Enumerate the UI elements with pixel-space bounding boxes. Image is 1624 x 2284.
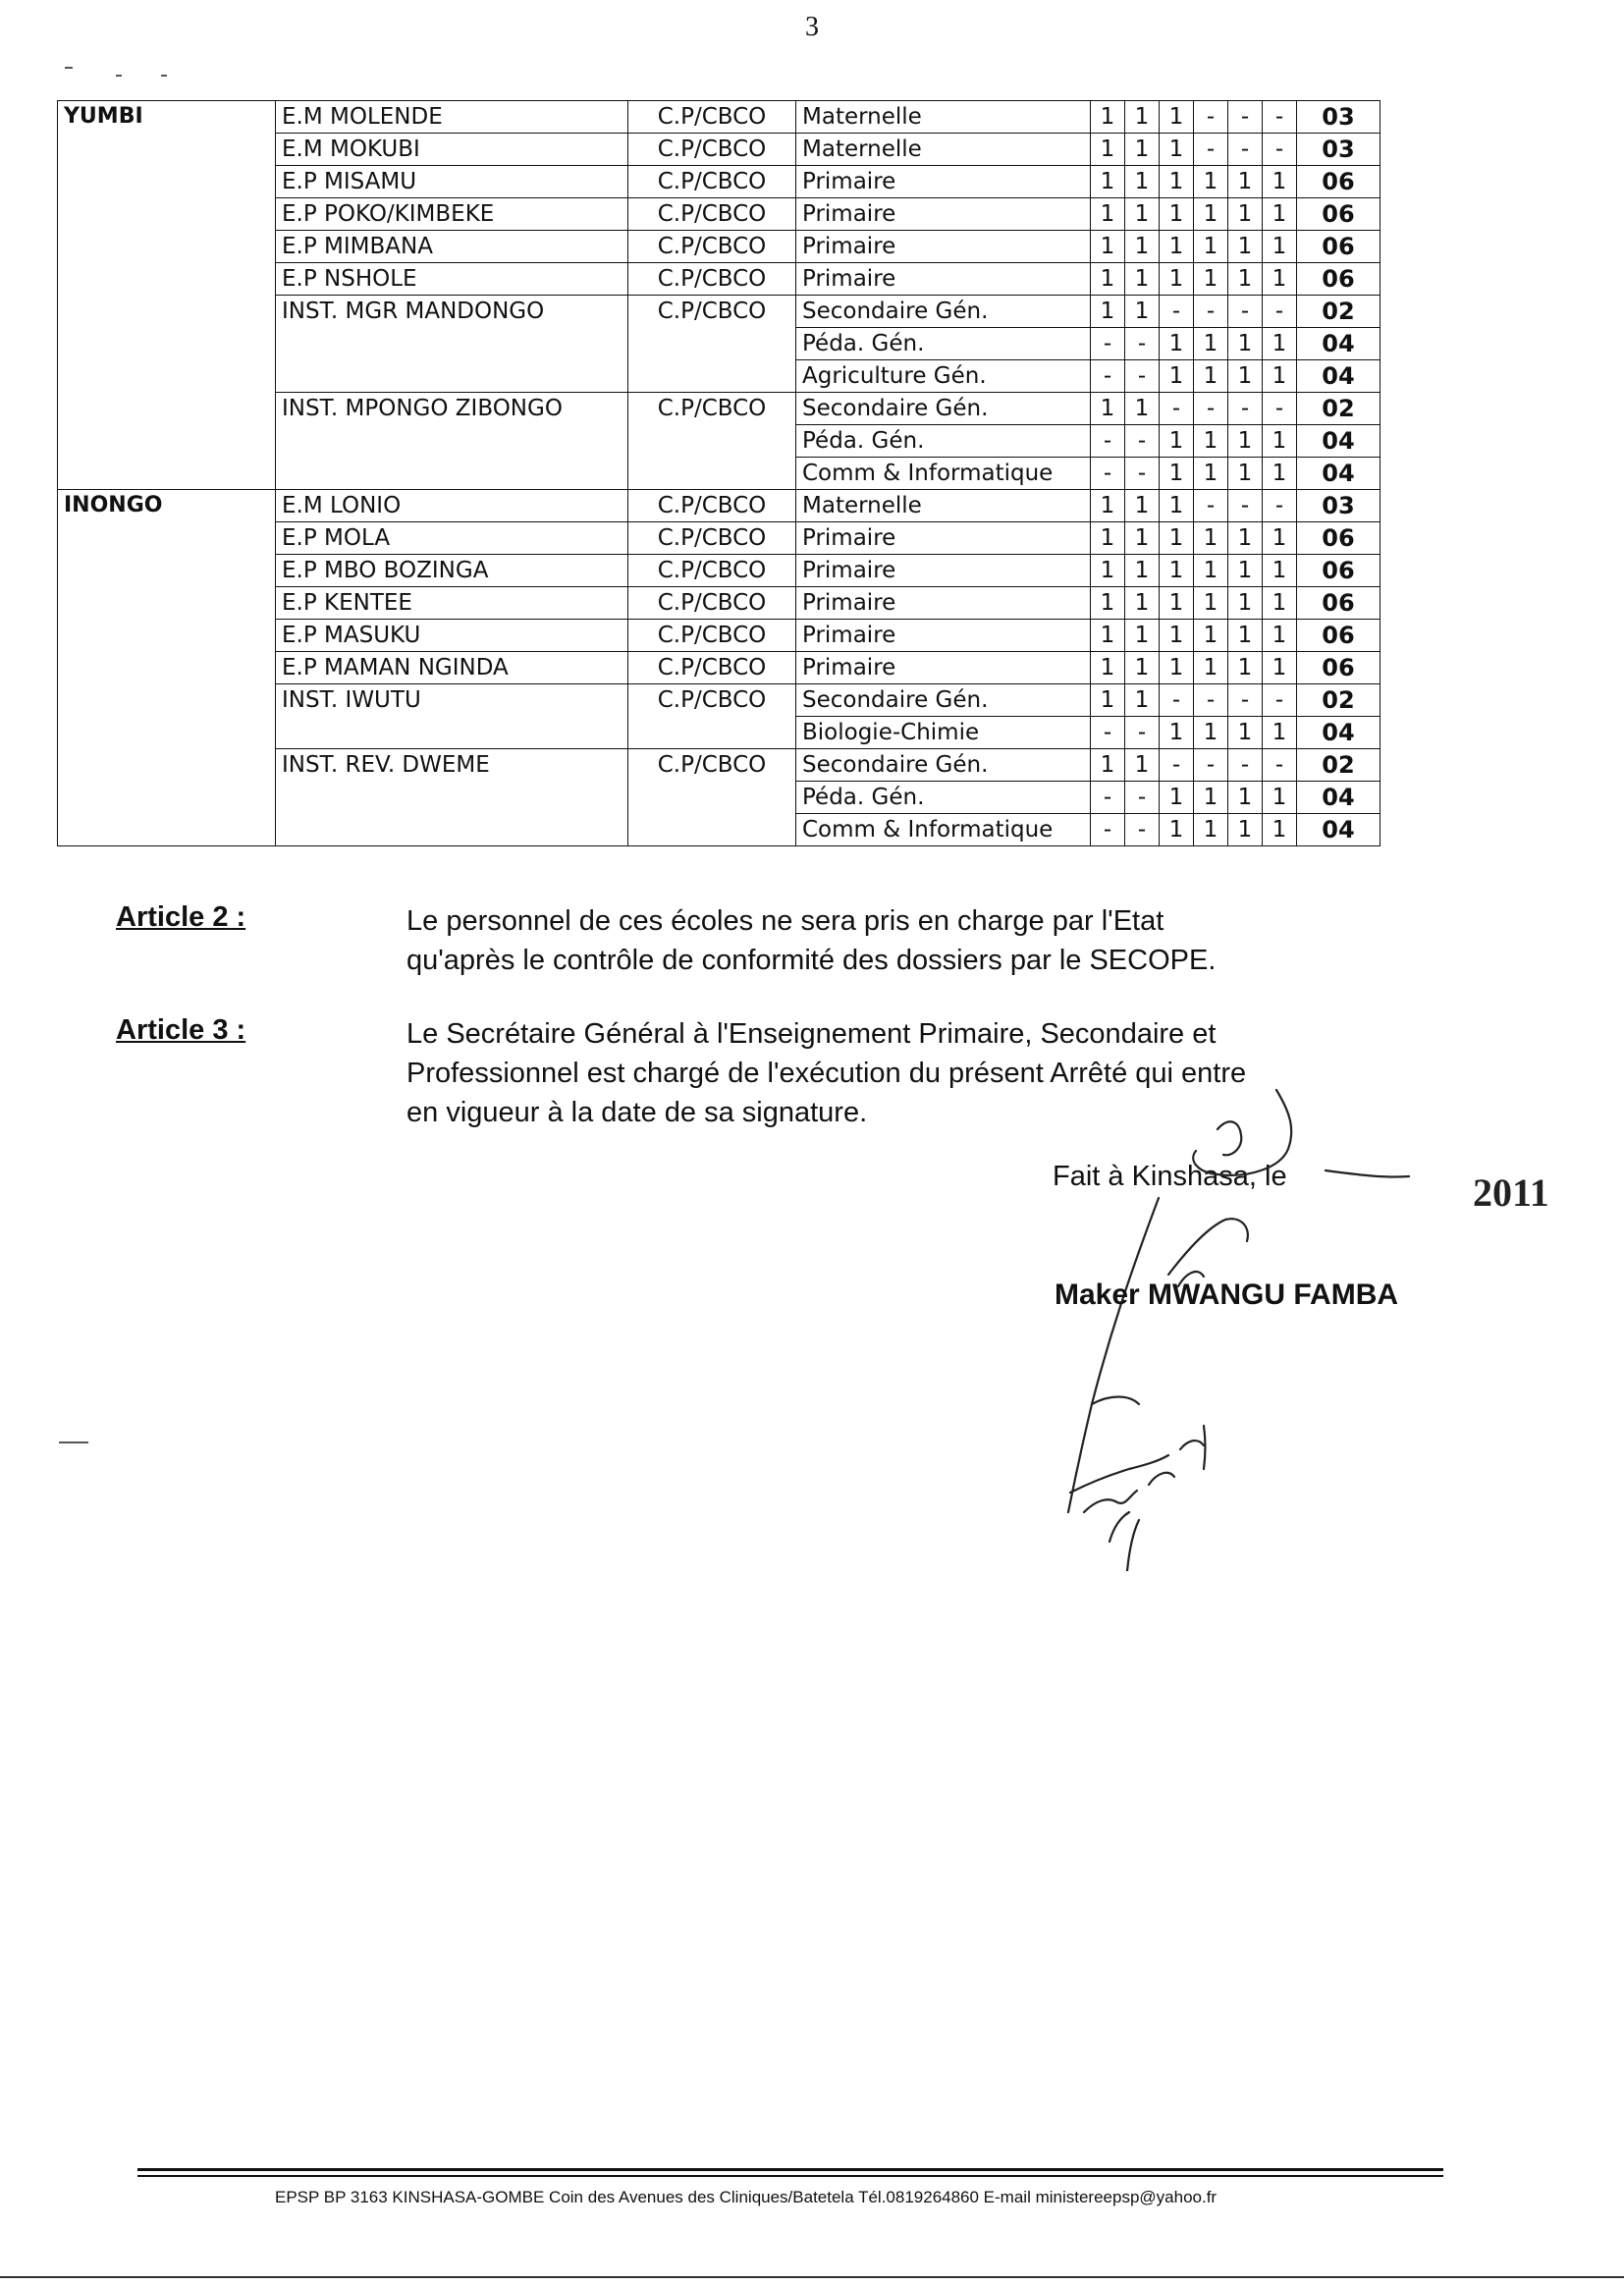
footer-rule-top [137, 2168, 1443, 2171]
school-type-cell: C.P/CBCO [628, 231, 796, 263]
class-count-cell: - [1091, 425, 1125, 458]
district-cell [58, 555, 276, 587]
school-type-cell: C.P/CBCO [628, 101, 796, 134]
class-count-cell: - [1194, 393, 1228, 425]
class-count-cell: 1 [1194, 814, 1228, 846]
school-type-cell: C.P/CBCO [628, 296, 796, 328]
class-count-cell: 1 [1160, 166, 1194, 198]
class-count-cell: - [1263, 393, 1297, 425]
total-cell: 04 [1297, 814, 1380, 846]
total-cell: 03 [1297, 101, 1380, 134]
school-type-cell: C.P/CBCO [628, 198, 796, 231]
level-cell: Comm & Informatique [796, 458, 1091, 490]
total-cell: 06 [1297, 231, 1380, 263]
school-type-cell [628, 814, 796, 846]
class-count-cell: 1 [1194, 231, 1228, 263]
class-count-cell: 1 [1091, 134, 1125, 166]
district-cell [58, 749, 276, 782]
class-count-cell: 1 [1160, 782, 1194, 814]
district-cell [58, 328, 276, 360]
class-count-cell: - [1263, 134, 1297, 166]
school-name-cell: INST. MPONGO ZIBONGO [276, 393, 628, 425]
table-row [58, 555, 1380, 587]
total-cell: 04 [1297, 717, 1380, 749]
class-count-cell: 1 [1091, 296, 1125, 328]
class-count-cell: 1 [1160, 328, 1194, 360]
table-row [58, 749, 1380, 782]
total-cell: 02 [1297, 684, 1380, 717]
class-count-cell: 1 [1125, 263, 1160, 296]
class-count-cell: 1 [1091, 166, 1125, 198]
class-count-cell: 1 [1194, 458, 1228, 490]
school-type-cell: C.P/CBCO [628, 684, 796, 717]
table-row [58, 587, 1380, 620]
class-count-cell: 1 [1160, 652, 1194, 684]
signatory-name: Maker MWANGU FAMBA [1055, 1278, 1399, 1311]
school-type-cell: C.P/CBCO [628, 263, 796, 296]
level-cell: Secondaire Gén. [796, 296, 1091, 328]
class-count-cell: 1 [1228, 555, 1263, 587]
class-count-cell: 1 [1228, 328, 1263, 360]
article-2-colon: : [228, 901, 246, 933]
total-cell: 06 [1297, 555, 1380, 587]
district-cell: INONGO [58, 490, 276, 522]
school-name-cell: E.P MASUKU [276, 620, 628, 652]
class-count-cell: 1 [1194, 652, 1228, 684]
class-count-cell: 1 [1228, 652, 1263, 684]
total-cell: 03 [1297, 490, 1380, 522]
table-row [58, 328, 1380, 360]
class-count-cell: 1 [1091, 231, 1125, 263]
level-cell: Primaire [796, 555, 1091, 587]
class-count-cell: 1 [1263, 166, 1297, 198]
level-cell: Biologie-Chimie [796, 717, 1091, 749]
class-count-cell: 1 [1091, 198, 1125, 231]
table-row [58, 263, 1380, 296]
class-count-cell: 1 [1263, 458, 1297, 490]
total-cell: 06 [1297, 198, 1380, 231]
school-name-cell: INST. MGR MANDONGO [276, 296, 628, 328]
school-type-cell: C.P/CBCO [628, 620, 796, 652]
class-count-cell: 1 [1263, 198, 1297, 231]
school-type-cell: C.P/CBCO [628, 134, 796, 166]
class-count-cell: - [1228, 393, 1263, 425]
level-cell: Primaire [796, 231, 1091, 263]
class-count-cell: 1 [1194, 782, 1228, 814]
school-type-cell: C.P/CBCO [628, 652, 796, 684]
school-type-cell: C.P/CBCO [628, 393, 796, 425]
total-cell: 06 [1297, 587, 1380, 620]
district-cell [58, 717, 276, 749]
district-cell [58, 782, 276, 814]
school-type-cell: C.P/CBCO [628, 522, 796, 555]
class-count-cell: 1 [1091, 490, 1125, 522]
table-row [58, 296, 1380, 328]
class-count-cell: 1 [1091, 620, 1125, 652]
class-count-cell: - [1263, 296, 1297, 328]
class-count-cell: 1 [1263, 555, 1297, 587]
district-cell: YUMBI [58, 101, 276, 134]
class-count-cell: 1 [1125, 231, 1160, 263]
district-cell [58, 587, 276, 620]
table-row [58, 684, 1380, 717]
class-count-cell: 1 [1160, 360, 1194, 393]
total-cell: 06 [1297, 620, 1380, 652]
class-count-cell: 1 [1125, 684, 1160, 717]
class-count-cell: 1 [1228, 166, 1263, 198]
class-count-cell: 1 [1125, 587, 1160, 620]
class-count-cell: 1 [1194, 717, 1228, 749]
class-count-cell: 1 [1160, 522, 1194, 555]
table-row [58, 425, 1380, 458]
district-cell [58, 620, 276, 652]
class-count-cell: - [1125, 328, 1160, 360]
class-count-cell: - [1194, 296, 1228, 328]
table-row [58, 782, 1380, 814]
class-count-cell: 1 [1194, 328, 1228, 360]
class-count-cell: - [1228, 134, 1263, 166]
class-count-cell: 1 [1091, 393, 1125, 425]
district-cell [58, 296, 276, 328]
district-cell [58, 814, 276, 846]
total-cell: 06 [1297, 652, 1380, 684]
article-3-colon: : [228, 1014, 246, 1046]
school-type-cell [628, 328, 796, 360]
class-count-cell: - [1160, 296, 1194, 328]
district-cell [58, 198, 276, 231]
total-cell: 02 [1297, 393, 1380, 425]
total-cell: 02 [1297, 749, 1380, 782]
class-count-cell: - [1125, 717, 1160, 749]
total-cell: 04 [1297, 360, 1380, 393]
class-count-cell: - [1263, 684, 1297, 717]
table-row [58, 134, 1380, 166]
class-count-cell: 1 [1091, 263, 1125, 296]
class-count-cell: 1 [1263, 263, 1297, 296]
class-count-cell: 1 [1194, 555, 1228, 587]
class-count-cell: 1 [1125, 620, 1160, 652]
class-count-cell: 1 [1228, 620, 1263, 652]
level-cell: Secondaire Gén. [796, 749, 1091, 782]
class-count-cell: - [1160, 749, 1194, 782]
school-type-cell: C.P/CBCO [628, 490, 796, 522]
class-count-cell: 1 [1263, 425, 1297, 458]
class-count-cell: 1 [1125, 166, 1160, 198]
table-row [58, 458, 1380, 490]
class-count-cell: - [1160, 684, 1194, 717]
class-count-cell: - [1125, 360, 1160, 393]
class-count-cell: - [1091, 360, 1125, 393]
level-cell: Primaire [796, 620, 1091, 652]
school-name-cell [276, 458, 628, 490]
class-count-cell: 1 [1125, 134, 1160, 166]
class-count-cell: - [1228, 749, 1263, 782]
table-row [58, 652, 1380, 684]
school-type-cell: C.P/CBCO [628, 555, 796, 587]
class-count-cell: - [1125, 425, 1160, 458]
class-count-cell: 1 [1160, 263, 1194, 296]
class-count-cell: 1 [1228, 360, 1263, 393]
school-name-cell [276, 328, 628, 360]
table-row [58, 360, 1380, 393]
district-cell [58, 425, 276, 458]
level-cell: Primaire [796, 263, 1091, 296]
school-name-cell: E.P POKO/KIMBEKE [276, 198, 628, 231]
district-cell [58, 166, 276, 198]
school-name-cell: E.M LONIO [276, 490, 628, 522]
school-name-cell [276, 814, 628, 846]
class-count-cell: 1 [1228, 231, 1263, 263]
school-name-cell [276, 360, 628, 393]
class-count-cell: 1 [1263, 522, 1297, 555]
table-row [58, 198, 1380, 231]
school-name-cell [276, 425, 628, 458]
level-cell: Maternelle [796, 101, 1091, 134]
class-count-cell: 1 [1228, 458, 1263, 490]
level-cell: Primaire [796, 198, 1091, 231]
class-count-cell: 1 [1125, 652, 1160, 684]
school-name-cell: E.P MOLA [276, 522, 628, 555]
table-row [58, 393, 1380, 425]
school-name-cell: E.P KENTEE [276, 587, 628, 620]
level-cell: Comm & Informatique [796, 814, 1091, 846]
class-count-cell: - [1194, 134, 1228, 166]
page-number: 3 [805, 12, 819, 42]
class-count-cell: - [1194, 101, 1228, 134]
class-count-cell: 1 [1228, 425, 1263, 458]
scan-edge-line [0, 2276, 1624, 2278]
school-name-cell [276, 782, 628, 814]
level-cell: Primaire [796, 522, 1091, 555]
class-count-cell: - [1091, 328, 1125, 360]
class-count-cell: - [1091, 717, 1125, 749]
class-count-cell: 1 [1160, 620, 1194, 652]
table-row [58, 101, 1380, 134]
class-count-cell: 1 [1160, 198, 1194, 231]
class-count-cell: 1 [1160, 231, 1194, 263]
class-count-cell: 1 [1263, 652, 1297, 684]
class-count-cell: 1 [1091, 652, 1125, 684]
class-count-cell: - [1263, 490, 1297, 522]
class-count-cell: 1 [1194, 587, 1228, 620]
article-3-line: en vigueur à la date de sa signature. [406, 1097, 868, 1128]
level-cell: Primaire [796, 166, 1091, 198]
class-count-cell: 1 [1263, 328, 1297, 360]
district-cell [58, 393, 276, 425]
table-row [58, 814, 1380, 846]
class-count-cell: - [1194, 749, 1228, 782]
class-count-cell: 1 [1263, 620, 1297, 652]
table-row [58, 166, 1380, 198]
total-cell: 06 [1297, 263, 1380, 296]
class-count-cell: 1 [1160, 587, 1194, 620]
class-count-cell: - [1194, 490, 1228, 522]
school-name-cell: E.P MBO BOZINGA [276, 555, 628, 587]
table-row [58, 620, 1380, 652]
school-type-cell: C.P/CBCO [628, 587, 796, 620]
class-count-cell: 1 [1194, 522, 1228, 555]
article-3-label: Article 3 [116, 1014, 229, 1046]
handwritten-date-year: 2011 [1473, 1170, 1549, 1215]
school-name-cell: E.M MOKUBI [276, 134, 628, 166]
level-cell: Secondaire Gén. [796, 684, 1091, 717]
class-count-cell: 1 [1125, 101, 1160, 134]
article-3-line: Professionnel est chargé de l'exécution du présent Arrêté qui entre [406, 1058, 1247, 1089]
article-2-line: Le personnel de ces écoles ne sera pris en charge par l'Etat [406, 905, 1164, 937]
level-cell: Primaire [796, 652, 1091, 684]
school-name-cell: E.P NSHOLE [276, 263, 628, 296]
class-count-cell: 1 [1160, 717, 1194, 749]
district-cell [58, 360, 276, 393]
level-cell: Maternelle [796, 490, 1091, 522]
class-count-cell: - [1125, 782, 1160, 814]
school-type-cell [628, 360, 796, 393]
table-row [58, 231, 1380, 263]
table-row [58, 490, 1380, 522]
class-count-cell: 1 [1228, 522, 1263, 555]
class-count-cell: - [1228, 684, 1263, 717]
class-count-cell: 1 [1194, 620, 1228, 652]
school-type-cell [628, 717, 796, 749]
class-count-cell: 1 [1194, 425, 1228, 458]
district-cell [58, 684, 276, 717]
total-cell: 04 [1297, 425, 1380, 458]
class-count-cell: 1 [1194, 166, 1228, 198]
article-2-label: Article 2 [116, 901, 229, 933]
class-count-cell: 1 [1228, 198, 1263, 231]
class-count-cell: 1 [1125, 296, 1160, 328]
level-cell: Agriculture Gén. [796, 360, 1091, 393]
school-type-cell: C.P/CBCO [628, 166, 796, 198]
class-count-cell: 1 [1228, 717, 1263, 749]
class-count-cell: - [1228, 296, 1263, 328]
school-type-cell [628, 458, 796, 490]
class-count-cell: 1 [1160, 814, 1194, 846]
class-count-cell: - [1160, 393, 1194, 425]
class-count-cell: - [1091, 458, 1125, 490]
footer-address: EPSP BP 3163 KINSHASA-GOMBE Coin des Avenues des Cliniques/Batetela Tél.0819264860 E-mail ministereepsp@yahoo.fr [275, 2188, 1218, 2206]
class-count-cell: 1 [1263, 717, 1297, 749]
class-count-cell: - [1125, 458, 1160, 490]
school-type-cell [628, 782, 796, 814]
handwritten-signature [1031, 1080, 1581, 1571]
class-count-cell: 1 [1091, 587, 1125, 620]
class-count-cell: 1 [1263, 782, 1297, 814]
school-type-cell: C.P/CBCO [628, 749, 796, 782]
class-count-cell: - [1125, 814, 1160, 846]
class-count-cell: 1 [1194, 263, 1228, 296]
class-count-cell: 1 [1263, 814, 1297, 846]
class-count-cell: 1 [1160, 555, 1194, 587]
school-name-cell: E.P MISAMU [276, 166, 628, 198]
class-count-cell: 1 [1160, 490, 1194, 522]
class-count-cell: - [1091, 782, 1125, 814]
district-cell [58, 458, 276, 490]
school-name-cell: E.P MIMBANA [276, 231, 628, 263]
total-cell: 04 [1297, 458, 1380, 490]
level-cell: Maternelle [796, 134, 1091, 166]
class-count-cell: 1 [1263, 231, 1297, 263]
class-count-cell: 1 [1125, 555, 1160, 587]
total-cell: 06 [1297, 522, 1380, 555]
table-row [58, 717, 1380, 749]
total-cell: 04 [1297, 328, 1380, 360]
class-count-cell: 1 [1125, 522, 1160, 555]
class-count-cell: 1 [1160, 101, 1194, 134]
class-count-cell: 1 [1091, 522, 1125, 555]
class-count-cell: 1 [1228, 587, 1263, 620]
class-count-cell: 1 [1125, 198, 1160, 231]
class-count-cell: - [1263, 101, 1297, 134]
class-count-cell: 1 [1091, 101, 1125, 134]
school-name-cell: E.P MAMAN NGINDA [276, 652, 628, 684]
level-cell: Secondaire Gén. [796, 393, 1091, 425]
class-count-cell: 1 [1091, 555, 1125, 587]
level-cell: Péda. Gén. [796, 782, 1091, 814]
class-count-cell: 1 [1194, 198, 1228, 231]
level-cell: Péda. Gén. [796, 425, 1091, 458]
class-count-cell: 1 [1125, 393, 1160, 425]
class-count-cell: 1 [1091, 749, 1125, 782]
district-cell [58, 652, 276, 684]
school-name-cell: INST. REV. DWEME [276, 749, 628, 782]
class-count-cell: - [1228, 490, 1263, 522]
school-type-cell [628, 425, 796, 458]
table-row [58, 522, 1380, 555]
class-count-cell: - [1263, 749, 1297, 782]
class-count-cell: 1 [1160, 425, 1194, 458]
school-name-cell [276, 717, 628, 749]
district-cell [58, 522, 276, 555]
class-count-cell: 1 [1125, 749, 1160, 782]
class-count-cell: 1 [1160, 134, 1194, 166]
level-cell: Péda. Gén. [796, 328, 1091, 360]
district-cell [58, 231, 276, 263]
article-3-line: Le Secrétaire Général à l'Enseignement Primaire, Secondaire et [406, 1018, 1217, 1050]
class-count-cell: - [1194, 684, 1228, 717]
class-count-cell: 1 [1228, 782, 1263, 814]
place-date: Fait à Kinshasa, le [1053, 1161, 1287, 1192]
class-count-cell: 1 [1194, 360, 1228, 393]
total-cell: 04 [1297, 782, 1380, 814]
total-cell: 03 [1297, 134, 1380, 166]
district-cell [58, 134, 276, 166]
class-count-cell: - [1228, 101, 1263, 134]
class-count-cell: 1 [1263, 360, 1297, 393]
class-count-cell: 1 [1160, 458, 1194, 490]
school-name-cell: E.M MOLENDE [276, 101, 628, 134]
class-count-cell: 1 [1263, 587, 1297, 620]
footer-rule-bottom [137, 2175, 1443, 2177]
class-count-cell: 1 [1228, 814, 1263, 846]
class-count-cell: 1 [1091, 684, 1125, 717]
class-count-cell: 1 [1228, 263, 1263, 296]
schools-table [57, 100, 1380, 846]
school-name-cell: INST. IWUTU [276, 684, 628, 717]
level-cell: Primaire [796, 587, 1091, 620]
article-2-line: qu'après le contrôle de conformité des dossiers par le SECOPE. [406, 945, 1217, 976]
district-cell [58, 263, 276, 296]
total-cell: 02 [1297, 296, 1380, 328]
class-count-cell: 1 [1125, 490, 1160, 522]
total-cell: 06 [1297, 166, 1380, 198]
class-count-cell: - [1091, 814, 1125, 846]
